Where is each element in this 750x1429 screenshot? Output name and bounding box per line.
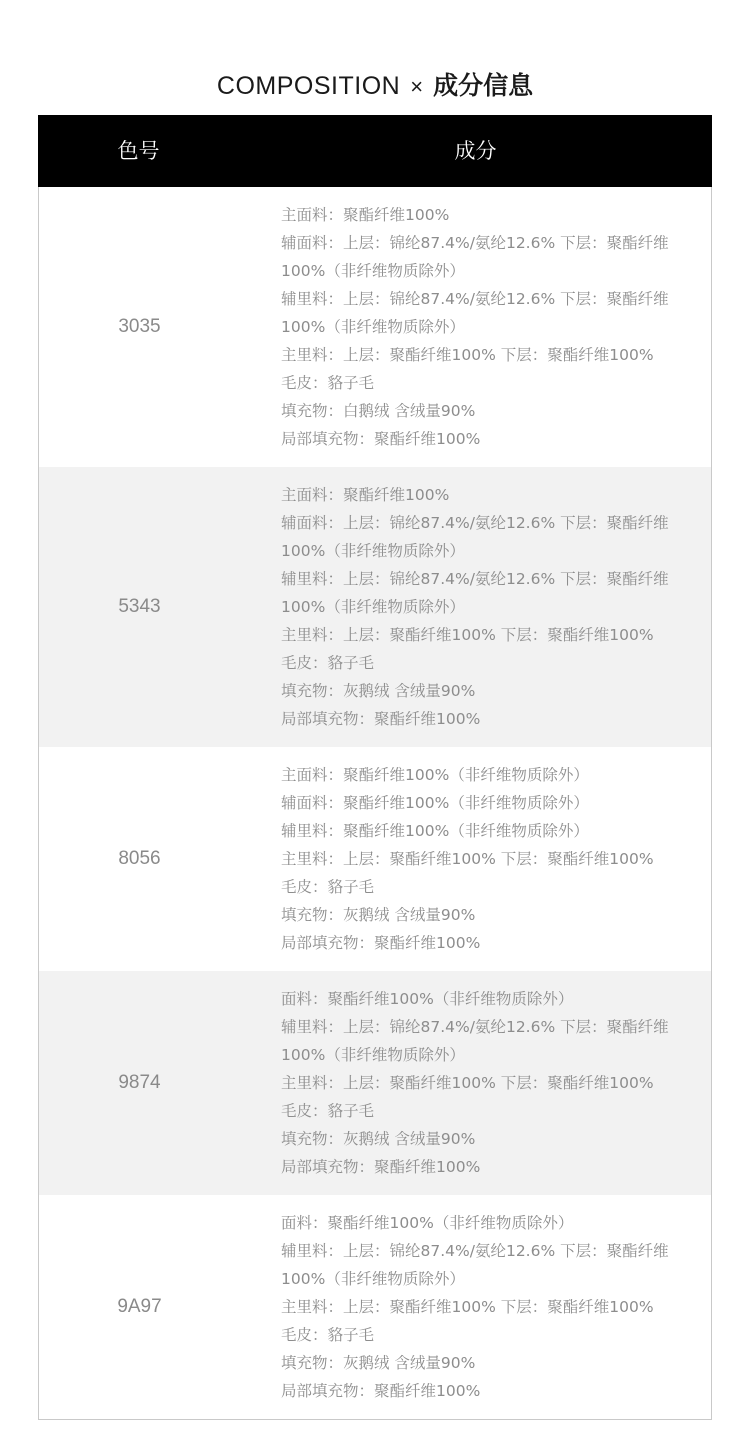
composition-cell [281, 971, 711, 1195]
composition-cell [281, 187, 711, 467]
composition-table [38, 115, 712, 1420]
table-row [39, 467, 711, 747]
composition-line: 辅面料：上层：锦纶87.4%/氨纶12.6% 下层：聚酯纤维 [281, 234, 669, 252]
composition-line: 毛皮：貉子毛 [281, 654, 375, 672]
composition-line: 填充物：灰鹅绒 含绒量90% [281, 682, 476, 700]
composition-line: 100%（非纤维物质除外） [281, 1270, 465, 1288]
composition-line: 毛皮：貉子毛 [281, 878, 375, 896]
page-title [0, 66, 750, 106]
composition-line: 填充物：灰鹅绒 含绒量90% [281, 1130, 476, 1148]
table-row [39, 971, 711, 1195]
composition-line: 毛皮：貉子毛 [281, 1326, 375, 1344]
title-separator: × [410, 74, 424, 99]
composition-line: 主面料：聚酯纤维100%（非纤维物质除外） [281, 766, 589, 784]
composition-line: 面料：聚酯纤维100%（非纤维物质除外） [281, 1214, 574, 1232]
composition-line: 辅里料：聚酯纤维100%（非纤维物质除外） [281, 822, 589, 840]
composition-line: 主面料：聚酯纤维100% [281, 486, 450, 504]
composition-line: 辅里料：上层：锦纶87.4%/氨纶12.6% 下层：聚酯纤维 [281, 570, 669, 588]
composition-line: 主里料：上层：聚酯纤维100% 下层：聚酯纤维100% [281, 1074, 654, 1092]
composition-line: 填充物：灰鹅绒 含绒量90% [281, 1354, 476, 1372]
composition-line: 填充物：灰鹅绒 含绒量90% [281, 906, 476, 924]
composition-line: 毛皮：貉子毛 [281, 374, 375, 392]
composition-line: 主里料：上层：聚酯纤维100% 下层：聚酯纤维100% [281, 626, 654, 644]
composition-cell [281, 747, 711, 971]
table-header [38, 115, 712, 187]
color-code: 5343 [118, 596, 161, 617]
composition-line: 100%（非纤维物质除外） [281, 1046, 465, 1064]
composition-line: 局部填充物：聚酯纤维100% [281, 430, 481, 448]
composition-line: 100%（非纤维物质除外） [281, 542, 465, 560]
color-code: 3035 [118, 316, 161, 337]
composition-line: 辅里料：上层：锦纶87.4%/氨纶12.6% 下层：聚酯纤维 [281, 290, 669, 308]
composition-line: 主面料：聚酯纤维100% [281, 206, 450, 224]
composition-line: 100%（非纤维物质除外） [281, 318, 465, 336]
color-code: 8056 [118, 848, 161, 869]
title-chinese: 成分信息 [433, 71, 534, 100]
composition-line: 主里料：上层：聚酯纤维100% 下层：聚酯纤维100% [281, 1298, 654, 1316]
title-english: COMPOSITION [216, 72, 401, 100]
composition-cell [281, 467, 711, 747]
composition-line: 填充物：白鹅绒 含绒量90% [281, 402, 476, 420]
composition-line: 局部填充物：聚酯纤维100% [281, 710, 481, 728]
color-code: 9A97 [117, 1296, 162, 1317]
table-row [39, 187, 711, 467]
composition-line: 局部填充物：聚酯纤维100% [281, 934, 481, 952]
composition-line: 100%（非纤维物质除外） [281, 598, 465, 616]
composition-line: 主里料：上层：聚酯纤维100% 下层：聚酯纤维100% [281, 346, 654, 364]
composition-cell [281, 1195, 711, 1419]
composition-line: 100%（非纤维物质除外） [281, 262, 465, 280]
table-row [39, 1195, 711, 1419]
composition-line: 辅里料：上层：锦纶87.4%/氨纶12.6% 下层：聚酯纤维 [281, 1242, 669, 1260]
composition-line: 主里料：上层：聚酯纤维100% 下层：聚酯纤维100% [281, 850, 654, 868]
composition-line: 辅里料：上层：锦纶87.4%/氨纶12.6% 下层：聚酯纤维 [281, 1018, 669, 1036]
composition-line: 局部填充物：聚酯纤维100% [281, 1158, 481, 1176]
composition-line: 毛皮：貉子毛 [281, 1102, 375, 1120]
header-color-code: 色号 [117, 139, 160, 163]
color-code: 9874 [118, 1072, 161, 1093]
composition-line: 辅面料：上层：锦纶87.4%/氨纶12.6% 下层：聚酯纤维 [281, 514, 669, 532]
table-row [39, 747, 711, 971]
composition-line: 局部填充物：聚酯纤维100% [281, 1382, 481, 1400]
header-composition: 成分 [454, 139, 497, 163]
composition-line: 面料：聚酯纤维100%（非纤维物质除外） [281, 990, 574, 1008]
composition-line: 辅面料：聚酯纤维100%（非纤维物质除外） [281, 794, 589, 812]
